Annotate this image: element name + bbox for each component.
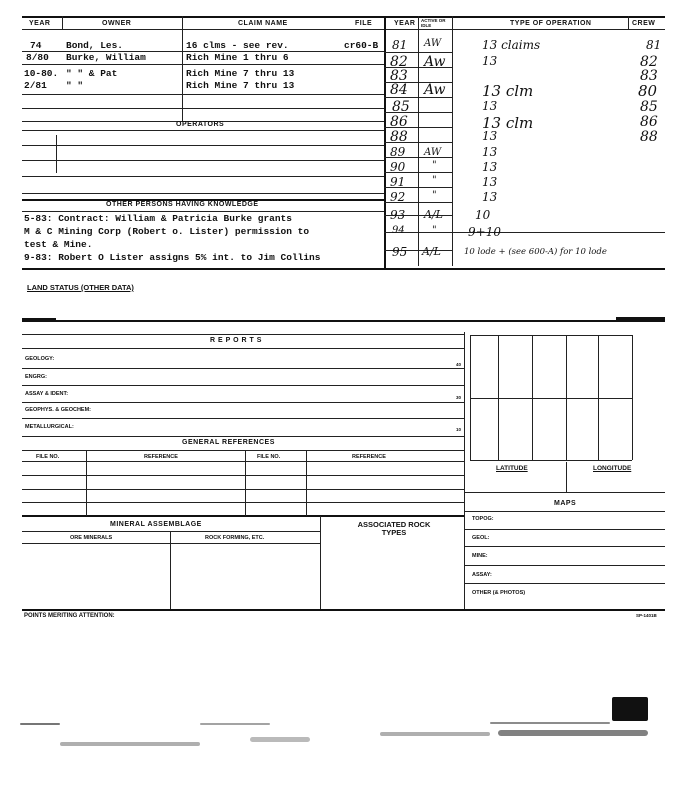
- ops-row-2-year: 82: [390, 54, 408, 70]
- ops-row-2-crew: 82: [640, 54, 658, 70]
- ops-row-2-status: Aw: [424, 54, 446, 70]
- operators-title: OPERATORS: [176, 121, 225, 128]
- owner-row-2-claim: Rich Mine 1 thru 6: [186, 52, 289, 63]
- ops-row-5-year: 85: [392, 99, 410, 115]
- points-meriting-attention: POINTS MERITING ATTENTION:: [24, 613, 115, 619]
- knowledge-line-3: test & Mine.: [24, 239, 93, 250]
- side-number-10: 10: [456, 427, 462, 432]
- mineral-assemblage-title: MINERAL ASSEMBLAGE: [110, 521, 202, 528]
- rock-forming-label: ROCK FORMING, ETC.: [205, 535, 265, 541]
- maps-mine: MINE:: [472, 553, 488, 559]
- latitude-label: LATITUDE: [496, 465, 528, 472]
- ops-row-6-year: 86: [390, 114, 408, 130]
- maps-assay: ASSAY:: [472, 572, 492, 578]
- ops-row-9-status: ": [432, 160, 437, 171]
- ore-minerals-label: ORE MINERALS: [70, 535, 113, 541]
- ops-row-1-status: AW: [424, 38, 442, 49]
- reports-assay: ASSAY & IDENT:: [25, 391, 69, 397]
- associated-rock-types-label: ASSOCIATED ROCK TYPES: [357, 520, 431, 537]
- col-crew: CREW: [632, 20, 656, 27]
- side-number-30: 30: [456, 395, 462, 400]
- longitude-label: LONGITUDE: [593, 465, 632, 472]
- maps-other: OTHER (& PHOTOS): [472, 590, 526, 596]
- knowledge-line-4: 9-83: Robert O Lister assigns 5% int. to Jim Collins: [24, 252, 321, 263]
- knowledge-line-1: 5-83: Contract: William & Patricia Burke grants: [24, 213, 292, 224]
- owner-row-4-owner: " ": [66, 80, 84, 91]
- owner-row-2-year: 8/80: [26, 52, 49, 63]
- col-owner: OWNER: [102, 20, 132, 27]
- ops-row-13-year: 94: [392, 225, 405, 236]
- ops-row-7-crew: 88: [640, 129, 658, 145]
- ops-row-3-year: 83: [390, 68, 408, 84]
- ops-row-12-type: 10: [475, 208, 491, 222]
- ops-row-7-year: 88: [390, 129, 408, 145]
- owner-row-2-owner: Burke, William: [66, 52, 146, 63]
- owner-row-1-owner: Bond, Les.: [66, 40, 124, 51]
- reports-metallurgical: METALLURGICAL:: [25, 424, 74, 430]
- ops-row-10-type: 13: [482, 175, 498, 189]
- ops-row-14-status: A/L: [422, 245, 441, 258]
- refs-col-file-no-1: FILE NO.: [36, 454, 60, 460]
- ops-row-6-crew: 86: [640, 114, 658, 130]
- ops-row-1-type: 13 claims: [482, 38, 541, 52]
- ops-row-9-year: 90: [390, 160, 406, 174]
- ops-row-10-year: 91: [390, 175, 406, 189]
- col-year-ops: YEAR: [394, 20, 416, 27]
- reports-engrg: ENGRG:: [25, 374, 47, 380]
- knowledge-line-2: M & C Mining Corp (Robert o. Lister) permission to: [24, 226, 310, 237]
- reports-geology: GEOLOGY:: [25, 356, 55, 362]
- ops-row-11-status: ": [432, 190, 437, 201]
- ops-row-4-status: Aw: [424, 82, 446, 98]
- refs-col-file-no-2: FILE NO.: [257, 454, 281, 460]
- reports-title: R E P O R T S: [210, 337, 262, 344]
- owner-row-1-claim: 16 clms - see rev.: [186, 40, 289, 51]
- col-year: YEAR: [29, 20, 51, 27]
- ops-row-8-year: 89: [390, 145, 406, 159]
- land-status-label: LAND STATUS (OTHER DATA): [27, 283, 134, 292]
- col-claim-name: CLAIM NAME: [238, 20, 288, 27]
- owner-row-1-file: cr60-B: [344, 40, 379, 51]
- ops-row-13-status: ": [432, 225, 437, 236]
- maps-title: MAPS: [554, 500, 577, 507]
- ops-row-4-crew: 80: [638, 82, 658, 100]
- col-type-of-operation: TYPE OF OPERATION: [510, 20, 592, 27]
- owner-row-1-year: 74: [30, 40, 42, 51]
- ops-row-12-status: A/L: [424, 208, 443, 221]
- reports-geophys: GEOPHYS. & GEOCHEM:: [25, 407, 92, 413]
- ops-row-11-year: 92: [390, 190, 406, 204]
- refs-col-reference-2: REFERENCE: [352, 454, 386, 460]
- owner-row-3-year: 10-80.: [24, 68, 59, 79]
- ops-row-13-type: 9+10: [468, 225, 501, 239]
- owner-row-4-year: 2/81: [24, 80, 47, 91]
- ops-row-11-type: 13: [482, 190, 498, 204]
- ops-row-5-crew: 85: [640, 99, 658, 115]
- knowledge-title: OTHER PERSONS HAVING KNOWLEDGE: [106, 201, 259, 208]
- ops-row-4-year: 84: [390, 82, 408, 98]
- form-number: SP-1401B: [636, 613, 657, 618]
- ops-row-8-type: 13: [482, 145, 498, 159]
- ops-row-3-crew: 83: [640, 68, 658, 84]
- owner-row-3-claim: Rich Mine 7 thru 13: [186, 68, 295, 79]
- ops-row-1-year: 81: [392, 38, 408, 52]
- scan-artifacts: [0, 640, 678, 800]
- maps-topog: TOPOG:: [472, 516, 494, 522]
- col-file: FILE: [355, 20, 373, 27]
- ops-row-7-type: 13: [482, 129, 498, 143]
- ops-row-6-type: 13 clm: [482, 114, 534, 132]
- refs-col-reference-1: REFERENCE: [144, 454, 178, 460]
- ops-row-1-crew: 81: [646, 38, 662, 52]
- general-references-title: GENERAL REFERENCES: [182, 439, 275, 446]
- ops-row-8-status: AW: [424, 147, 442, 158]
- ops-row-10-status: ": [432, 175, 437, 186]
- ops-row-4-type: 13 clm: [482, 82, 534, 100]
- maps-geol: GEOL:: [472, 535, 490, 541]
- owner-row-3-owner: " " & Pat: [66, 68, 118, 79]
- ops-row-14-type: 10 lode + (see 600-A) for 10 lode: [464, 247, 607, 257]
- ops-row-5-type: 13: [482, 99, 498, 113]
- ops-row-2-type: 13: [482, 54, 498, 68]
- ops-row-12-year: 93: [390, 208, 406, 222]
- ops-row-14-year: 95: [392, 245, 408, 259]
- col-active-idle: ACTIVE OR IDLE: [421, 18, 446, 28]
- owner-row-4-claim: Rich Mine 7 thru 13: [186, 80, 295, 91]
- ops-row-9-type: 13: [482, 160, 498, 174]
- side-number-40: 40: [456, 362, 462, 367]
